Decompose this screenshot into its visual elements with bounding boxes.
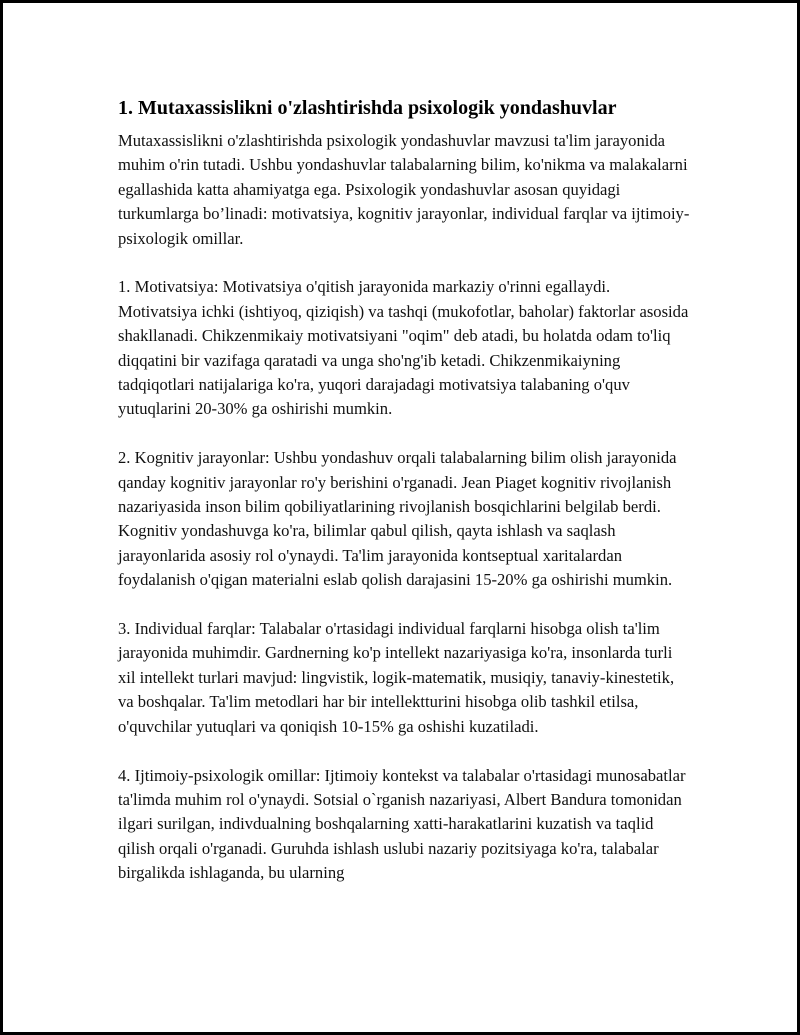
individual-differences-paragraph: 3. Individual farqlar: Talabalar o'rtasidagi individual farqlarni hisobga olish ta'lim jarayonida muhimdir. Gardnerning ko'p intellekt nazariyasiga ko'ra, insonlarda turli xil intellekt turlari mavjud: lingvistik, logik-matematik, musiqiy, tanaviy-kinestetik, va boshqalar. Ta'lim metodlari har bir intellektturini hisobga olib tashkil etilsa, o'quvchilar yutuqlari va qoniqish 10-15% ga oshishi kuzatiladi. — [118, 619, 675, 736]
cognitive-paragraph: 2. Kognitiv jarayonlar: Ushbu yondashuv orqali talabalarning bilim olish jarayonida qanday kognitiv jarayonlar ro'y berishini o'rganadi. Jean Piaget kognitiv rivojlanish nazariyasida inson bilim qobiliyatlarining rivojlanish bosqichlarini belgilab berdi. Kognitiv yondashuvga ko'ra, bilimlar qabul qilish, qayta ishlash va saqlash jarayonlarida asosiy rol o'ynaydi. Ta'lim jarayonida kontseptual xaritalardan foydalanish o'qigan materialni eslab qolish darajasini 15-20% ga oshirishi mumkin. — [118, 448, 677, 590]
motivation-paragraph: 1. Motivatsiya: Motivatsiya o'qitish jarayonida markaziy o'rinni egallaydi. Motivatsiya ichki (ishtiyoq, qiziqish) va tashqi (mukofotlar, baholar) faktorlar asosida shakllanadi. Chikzenmikaiy motivatsiyani "oqim" deb atadi, bu holatda odam to'liq diqqatini bir vazifaga qaratadi va unga sho'ng'ib ketadi. Chikzenmikaiyning tadqiqotlari natijalariga ko'ra, yuqori darajadagi motivatsiya talabaning o'quv yutuqlarini 20-30% ga oshirishi mumkin. — [118, 277, 689, 419]
document-body — [118, 93, 693, 910]
intro-paragraph: Mutaxassislikni o'zlashtirishda psixologik yondashuvlar mavzusi ta'lim jarayonida muhim o'rin tutadi. Ushbu yondashuvlar talabalarning bilim, ko'nikma va malakalarni egallashida katta ahamiyatga ega. Psixologik yondashuvlar asosan quyidagi turkumlarga bo’linadi: motivatsiya, kognitiv jarayonlar, individual farqlar va ijtimoiy-psixologik omillar. — [118, 131, 690, 248]
social-psychological-paragraph: 4. Ijtimoiy-psixologik omillar: Ijtimoiy kontekst va talabalar o'rtasidagi munosabatlar ta'limda muhim rol o'ynaydi. Sotsial o`rganish nazariyasi, Albert Bandura tomonidan ilgari surilgan, indivdualning boshqalarning xatti-harakatlarini kuzatish va taqlid qilish orqali o'rganadi. Guruhda ishlash uslubi nazariy pozitsiyaga ko'ra, talabalar birgalikda ishlaganda, bu ularning — [118, 765, 686, 883]
section-heading: 1. Mutaxassislikni o'zlashtirishda psixologik yondashuvlar — [118, 97, 617, 119]
